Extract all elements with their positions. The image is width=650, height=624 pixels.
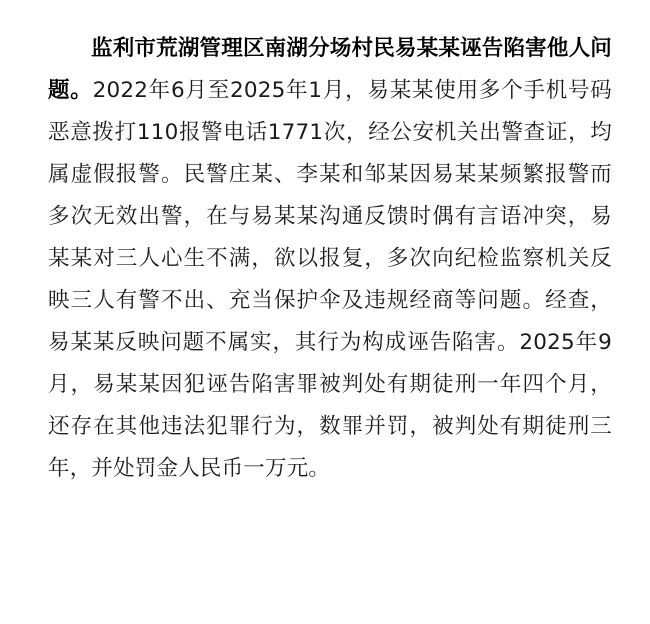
- article-headline: 监利市荒湖管理区南湖分场村民易某某诬告陷害他人问题。: [48, 36, 612, 103]
- article-body: [48, 28, 612, 490]
- article-paragraph-text: 2022年6月至2025年1月，易某某使用多个手机号码恶意拨打110报警电话1771次，经公安机关出警查证，均属虚假报警。民警庄某、李某和邹某因易某某频繁报警而多次无效出警，在与易某某沟通反馈时偶有言语冲突，易某某对三人心生不满，欲以报复，多次向纪检监察机关反映三人有警不出、充当保护伞及违规经商等问题。经查，易某某反映问题不属实，其行为构成诬告陷害。2025年9月，易某某因犯诬告陷害罪被判处有期徒刑一年四个月，还存在其他违法犯罪行为，数罪并罚，被判处有期徒刑三年，并处罚金人民币一万元。: [48, 78, 612, 481]
